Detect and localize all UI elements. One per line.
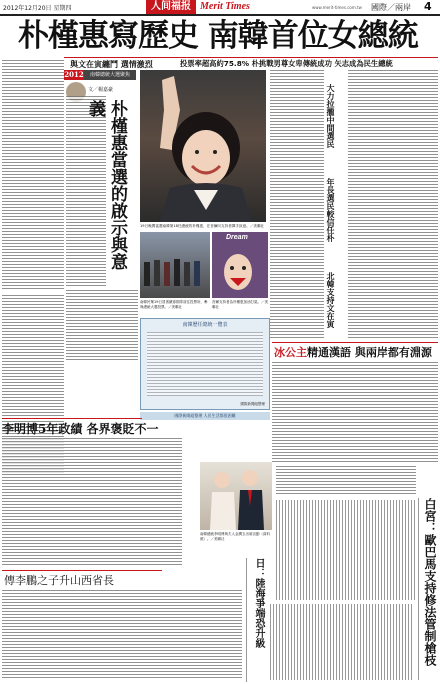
lee-story-text (2, 438, 182, 566)
badge-year: 2012 (64, 70, 84, 79)
subhead-left: 與文在寅纏鬥 選情激烈 (70, 60, 153, 69)
table-strip: 國際新聞組整理 人民生活都很困難 (140, 412, 270, 420)
commentary-text (66, 96, 106, 286)
main-headline: 朴槿惠寫歷史 南韓首位女總統 (18, 18, 418, 54)
lee-headline: 李明博5年政績 各界褒貶不一 (2, 422, 159, 436)
presidents-table (140, 318, 270, 410)
photo-sign-text: Dream (226, 234, 248, 241)
page-number: 4 (424, 0, 432, 13)
feng-story-text (272, 362, 438, 462)
lee-photo (200, 462, 272, 530)
china-story-text (2, 590, 242, 680)
lee-photo-caption: 南韓總統李明博與夫人金潤玉出席活動（資料照）。／美聯社 (200, 532, 270, 541)
story-text-col-2 (348, 70, 438, 340)
side-head-3: 北韓支持文在寅 (326, 272, 336, 328)
side-heads (326, 70, 346, 340)
queue-photo-caption: 南韓民眾19日冒著嚴寒排隊前往投票所，參與總統大選投票。／美聯社 (140, 300, 208, 309)
vertical-story-text (276, 500, 416, 600)
obama-story (418, 498, 439, 680)
mid-right-text (276, 466, 416, 496)
site-url: www.merit-times.com.tw (312, 5, 362, 10)
section-label: 國際／兩岸 (371, 3, 411, 12)
main-photo (140, 70, 266, 222)
queue-photo (140, 232, 210, 298)
issue-date: 2012年12月20日 星期四 (3, 5, 72, 12)
china-headline: 傳李鵬之子升山西省長 (4, 574, 114, 587)
story-text-col-1 (270, 70, 324, 340)
feng-headline-main: 精通漢語 與兩岸都有淵源 (307, 346, 432, 359)
commentary-text-lower (66, 290, 138, 360)
side-head-2: 年長選民較信任朴 (326, 178, 336, 242)
japan-headline: 日：陸海爭端恐升級 (253, 558, 264, 648)
subhead-right: 投票率超高約75.8% 朴挑戰男尊女卑傳統成功 矢志成為民生總統 (180, 59, 393, 68)
japan-story-text (270, 604, 414, 680)
paper-logo-en: Merit Times (200, 1, 250, 12)
feng-headline-prefix: 冰公主 (274, 346, 307, 359)
lee-rule (2, 418, 142, 419)
feng-rule (272, 342, 438, 343)
main-photo-caption: 19日晚間當選南韓第18任總統的朴槿惠，在首爾向支持者揮手致意。／美聯社 (140, 224, 265, 228)
paper-logo: 人间福报 (146, 0, 196, 14)
table-title: 南韓歷任總統一覽表 (182, 322, 228, 328)
table-body (147, 332, 263, 396)
supporter-photo (212, 232, 268, 298)
commentary-title: 朴槿惠當選的啟示與意義 (85, 100, 127, 270)
china-rule (2, 570, 162, 571)
feng-headline (274, 344, 432, 360)
obama-headline: 白宮：歐巴馬支持修法管制槍枝 (423, 498, 437, 666)
side-head-1: 大力拉攏中間選民 (326, 84, 336, 148)
byline: 文／楊嘉豪 (88, 87, 114, 93)
japan-story (246, 558, 267, 682)
supporter-photo-caption: 首爾支持者為朴槿惠加油打氣。／美聯社 (212, 300, 268, 309)
table-note: 國際新聞組整理 (240, 402, 265, 406)
header-rule (0, 14, 440, 16)
badge-label: 南韓總統大選聚焦 (84, 70, 136, 80)
headline-rule (64, 57, 438, 58)
left-column-text (2, 60, 64, 290)
